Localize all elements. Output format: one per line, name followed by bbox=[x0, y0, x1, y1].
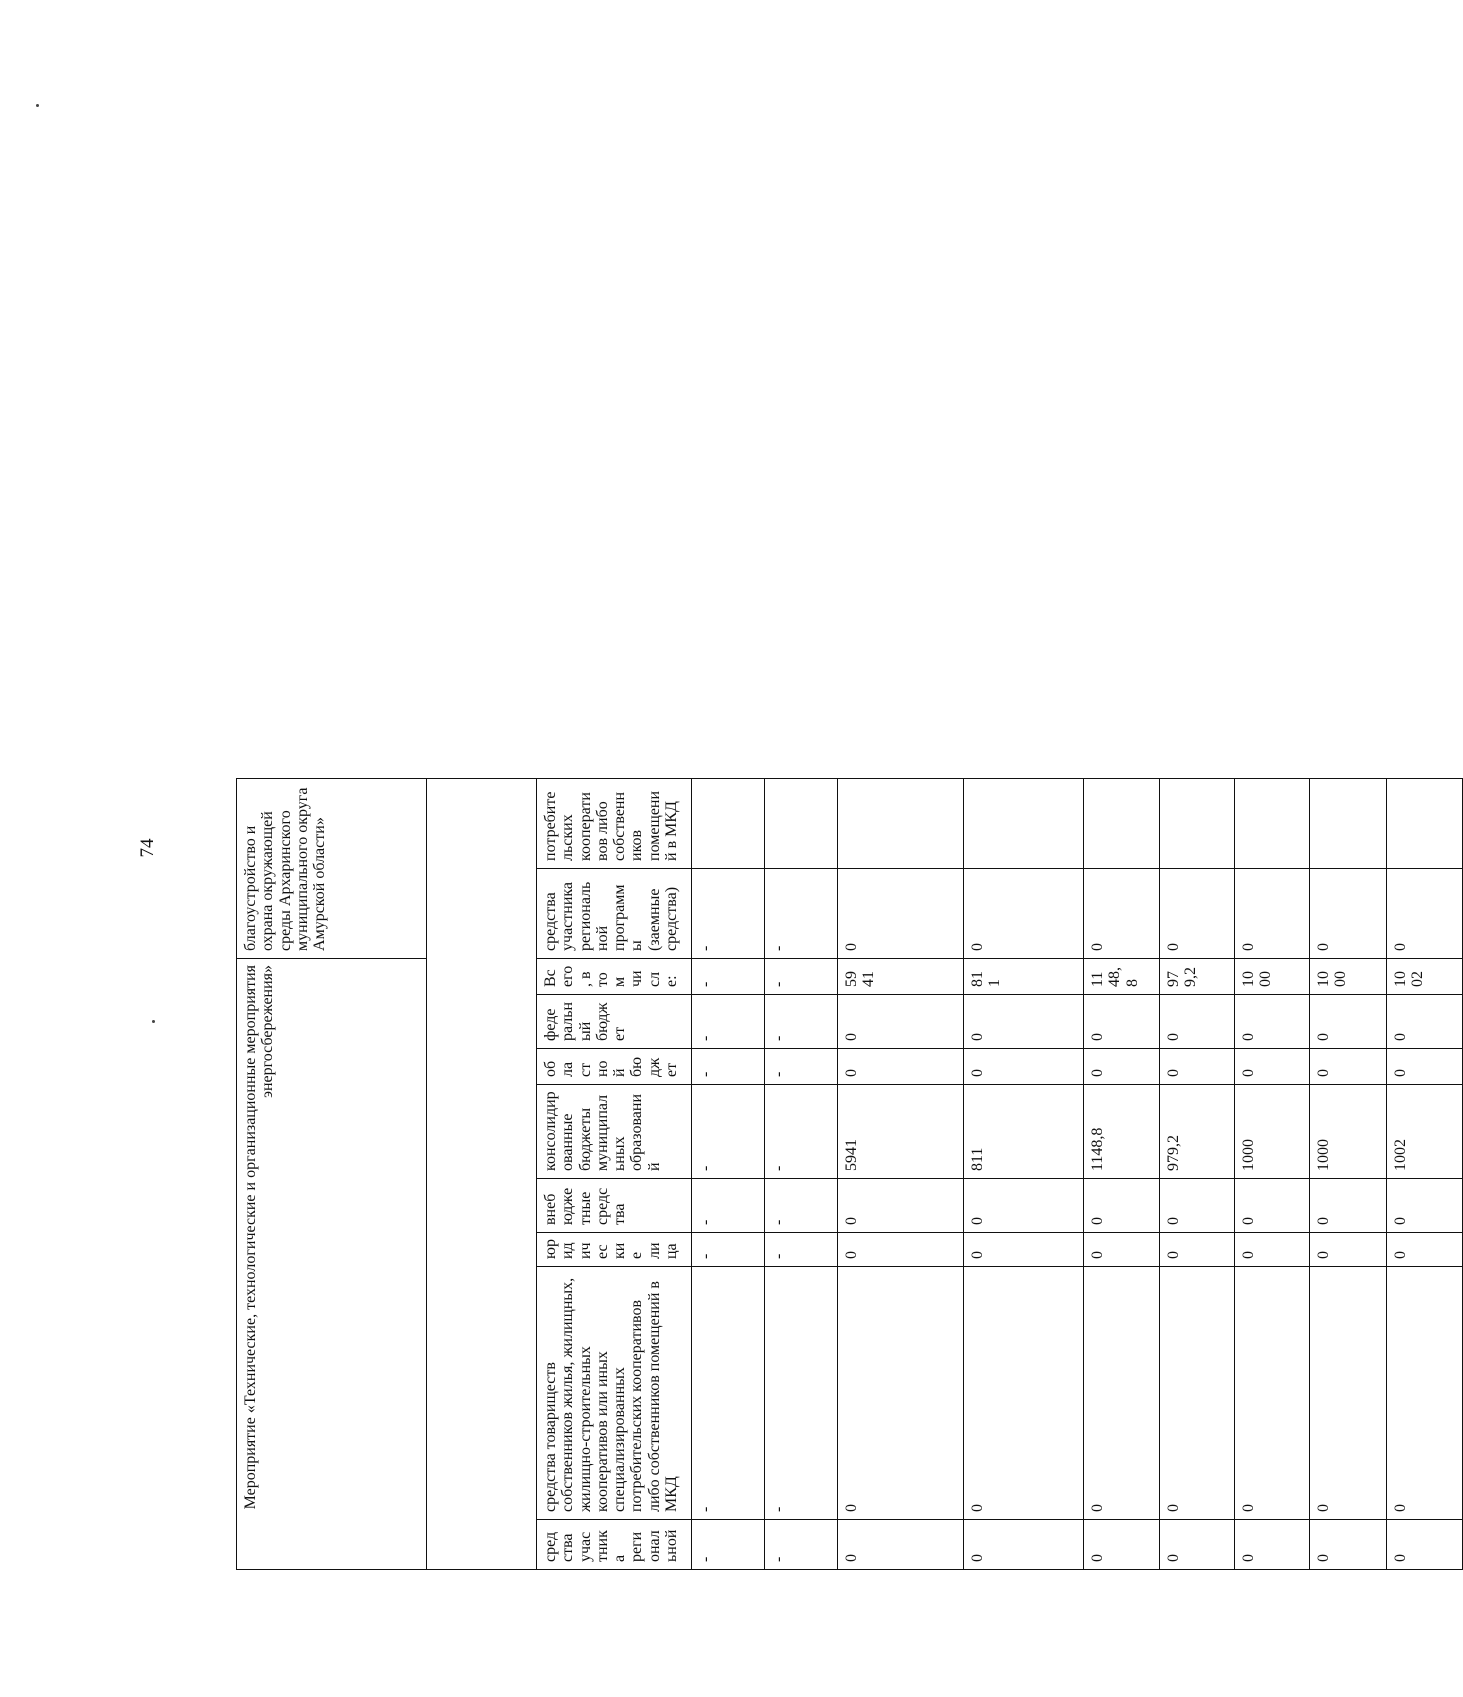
value-cell: 0 bbox=[838, 1233, 964, 1267]
value-cell: 0 bbox=[1387, 1267, 1463, 1520]
blank-cell bbox=[537, 79, 692, 778]
value-cell: 0 bbox=[838, 868, 964, 958]
blank-cell bbox=[1160, 79, 1235, 778]
value-cell: 0 bbox=[1235, 1179, 1310, 1233]
value-cell: 0 bbox=[1310, 1520, 1387, 1570]
table-row bbox=[1310, 79, 1387, 1569]
value-cell: 0 bbox=[1160, 1520, 1235, 1570]
value-cell: 0 bbox=[1387, 1179, 1463, 1233]
blank-cell bbox=[427, 79, 537, 778]
blank-cell bbox=[765, 79, 838, 778]
table-row bbox=[765, 79, 838, 1569]
value-cell: 0 bbox=[1084, 1179, 1160, 1233]
value-cell bbox=[1310, 778, 1387, 868]
value-cell: 0 bbox=[964, 1179, 1084, 1233]
dash-cell: - bbox=[692, 1179, 765, 1233]
blank-cell bbox=[427, 778, 537, 1569]
dash-cell: - bbox=[692, 1233, 765, 1267]
value-cell: 0 bbox=[964, 868, 1084, 958]
blank-cell bbox=[237, 79, 427, 778]
value-cell: 811 bbox=[964, 1085, 1084, 1179]
value-cell: 0 bbox=[1235, 995, 1310, 1049]
dash-cell: - bbox=[692, 1049, 765, 1085]
table-row bbox=[692, 79, 765, 1569]
value-cell: 0 bbox=[1160, 1179, 1235, 1233]
value-cell: 0 bbox=[1387, 1233, 1463, 1267]
value-cell: 0 bbox=[1084, 995, 1160, 1049]
dash-cell: - bbox=[765, 1267, 838, 1520]
value-cell: 0 bbox=[1310, 1049, 1387, 1085]
value-cell: 0 bbox=[1084, 868, 1160, 958]
dash-cell bbox=[765, 778, 838, 868]
rotated-table-container bbox=[236, 80, 1427, 1570]
blank-cell bbox=[1387, 79, 1463, 778]
blank-cell bbox=[838, 79, 964, 778]
value-cell: 0 bbox=[1160, 995, 1235, 1049]
value-cell bbox=[838, 778, 964, 868]
value-cell bbox=[1235, 778, 1310, 868]
activity-cell: Мероприятие «Технические, технологические и организационные мероприятия энергосбережения» bbox=[237, 958, 427, 1569]
value-cell: 979,2 bbox=[1160, 1085, 1235, 1179]
value-cell: 1002 bbox=[1387, 958, 1463, 994]
value-cell: 1002 bbox=[1387, 1085, 1463, 1179]
value-cell bbox=[1160, 778, 1235, 868]
funding-source-cell: Всего, в том числе: bbox=[537, 958, 692, 994]
value-cell: 5941 bbox=[838, 1085, 964, 1179]
program-cell: благоустройство и охрана окружающей среды Архаринского муниципального округа Амурской области» bbox=[237, 778, 427, 958]
value-cell: 0 bbox=[1084, 1049, 1160, 1085]
value-cell: 0 bbox=[1387, 1049, 1463, 1085]
value-cell: 0 bbox=[838, 1267, 964, 1520]
value-cell: 1000 bbox=[1310, 1085, 1387, 1179]
dash-cell: - bbox=[692, 1267, 765, 1520]
value-cell bbox=[1387, 778, 1463, 868]
dash-cell: - bbox=[692, 1085, 765, 1179]
dash-cell: - bbox=[765, 1085, 838, 1179]
value-cell: 0 bbox=[1387, 995, 1463, 1049]
value-cell: 0 bbox=[964, 1049, 1084, 1085]
value-cell: 0 bbox=[1235, 868, 1310, 958]
value-cell: 0 bbox=[1160, 868, 1235, 958]
value-cell: 0 bbox=[1160, 1267, 1235, 1520]
value-cell: 0 bbox=[1235, 1267, 1310, 1520]
value-cell: 1000 bbox=[1310, 958, 1387, 994]
value-cell: 0 bbox=[1310, 1267, 1387, 1520]
dash-cell: - bbox=[765, 1233, 838, 1267]
funding-source-cell: областной бюджет bbox=[537, 1049, 692, 1085]
funding-table bbox=[236, 79, 1463, 1570]
value-cell: 0 bbox=[1310, 1233, 1387, 1267]
blank-cell bbox=[1235, 79, 1310, 778]
value-cell: 0 bbox=[1084, 1520, 1160, 1570]
dash-cell: - bbox=[765, 958, 838, 994]
value-cell: 0 bbox=[1084, 1267, 1160, 1520]
dash-cell: - bbox=[692, 958, 765, 994]
value-cell: 0 bbox=[1235, 1049, 1310, 1085]
value-cell: 0 bbox=[964, 1520, 1084, 1570]
dash-cell: - bbox=[765, 1049, 838, 1085]
page-number: 74 bbox=[137, 838, 158, 858]
dash-cell: - bbox=[765, 868, 838, 958]
dash-cell bbox=[692, 778, 765, 868]
table-row bbox=[838, 79, 964, 1569]
funding-source-cell: средства участника региональной bbox=[537, 1520, 692, 1570]
value-cell: 979,2 bbox=[1160, 958, 1235, 994]
table-row bbox=[537, 79, 692, 1569]
value-cell: 0 bbox=[1310, 995, 1387, 1049]
funding-source-cell: средства участника региональной программы (заемные средства) bbox=[537, 868, 692, 958]
table-row bbox=[237, 79, 427, 1569]
funding-source-cell: средства товариществ собственников жилья, жилищных, жилищно-строительных кооперативов или иных специализированных потребительских кооперативов либо собственников помещений в МКД bbox=[537, 1267, 692, 1520]
dash-cell: - bbox=[692, 995, 765, 1049]
value-cell bbox=[964, 778, 1084, 868]
value-cell: 0 bbox=[838, 1049, 964, 1085]
table-row bbox=[1387, 79, 1463, 1569]
value-cell: 0 bbox=[838, 1520, 964, 1570]
table-row bbox=[1160, 79, 1235, 1569]
funding-source-cell: внебюджетные средства bbox=[537, 1179, 692, 1233]
funding-source-cell: потребительских кооперативов либо собственников помещений в МКД bbox=[537, 778, 692, 868]
dash-cell: - bbox=[692, 868, 765, 958]
table-row bbox=[964, 79, 1084, 1569]
value-cell: 0 bbox=[964, 1267, 1084, 1520]
value-cell bbox=[1084, 778, 1160, 868]
funding-source-cell: юридические лица bbox=[537, 1233, 692, 1267]
value-cell: 0 bbox=[1160, 1233, 1235, 1267]
table-row bbox=[1235, 79, 1310, 1569]
value-cell: 0 bbox=[964, 995, 1084, 1049]
scan-speck bbox=[36, 104, 39, 107]
value-cell: 0 bbox=[1310, 868, 1387, 958]
value-cell: 0 bbox=[1387, 1520, 1463, 1570]
value-cell: 0 bbox=[838, 1179, 964, 1233]
value-cell: 811 bbox=[964, 958, 1084, 994]
value-cell: 1000 bbox=[1235, 958, 1310, 994]
value-cell: 0 bbox=[1310, 1179, 1387, 1233]
blank-cell bbox=[1310, 79, 1387, 778]
table-row bbox=[1084, 79, 1160, 1569]
value-cell: 0 bbox=[1160, 1049, 1235, 1085]
value-cell: 0 bbox=[1235, 1233, 1310, 1267]
value-cell: 0 bbox=[838, 995, 964, 1049]
value-cell: 1000 bbox=[1235, 1085, 1310, 1179]
dash-cell: - bbox=[765, 995, 838, 1049]
dash-cell: - bbox=[692, 1520, 765, 1570]
dash-cell: - bbox=[765, 1179, 838, 1233]
value-cell: 5941 bbox=[838, 958, 964, 994]
dash-cell: - bbox=[765, 1520, 838, 1570]
value-cell: 0 bbox=[1387, 868, 1463, 958]
value-cell: 1148,8 bbox=[1084, 958, 1160, 994]
table-row bbox=[427, 79, 537, 1569]
funding-source-cell: федеральный бюджет bbox=[537, 995, 692, 1049]
scan-speck bbox=[152, 1020, 155, 1023]
value-cell: 0 bbox=[964, 1233, 1084, 1267]
blank-cell bbox=[964, 79, 1084, 778]
value-cell: 0 bbox=[1235, 1520, 1310, 1570]
funding-source-cell: консолидированные бюджеты муниципальных образований bbox=[537, 1085, 692, 1179]
blank-cell bbox=[1084, 79, 1160, 778]
value-cell: 0 bbox=[1084, 1233, 1160, 1267]
blank-cell bbox=[692, 79, 765, 778]
value-cell: 1148,8 bbox=[1084, 1085, 1160, 1179]
